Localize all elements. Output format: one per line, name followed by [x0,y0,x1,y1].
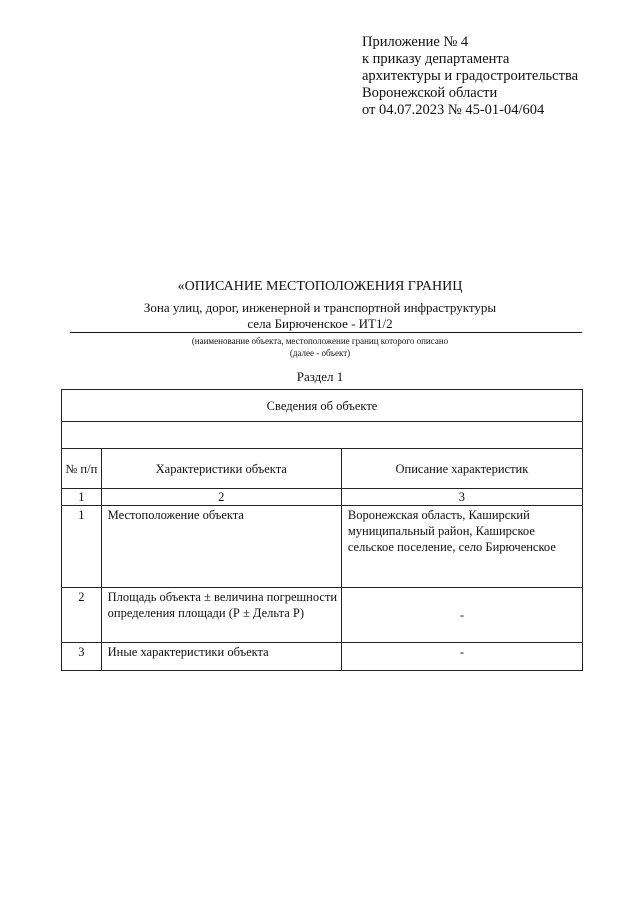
table-row [62,643,583,671]
table-row [62,588,583,643]
table-row [62,506,583,588]
zone-name-line: Зона улиц, дорог, инженерной и транспортной инфраструктуры [143,300,497,315]
document-title: «ОПИСАНИЕ МЕСТОПОЛОЖЕНИЯ ГРАНИЦ [177,279,463,294]
appendix-block [362,34,578,119]
section-heading: Раздел 1 [296,369,344,384]
row-characteristic: Площадь объекта ± величина погрешности определения площади (Р ± Дельта Р) [101,588,341,643]
col-header-description: Описание характеристик [341,449,582,489]
column-number: 2 [101,489,341,506]
appendix-date-line: от 04.07.2023 № 45-01-04/604 [362,102,545,118]
appendix-line: архитектуры и градостроительства [362,68,579,84]
column-number-row [62,489,583,506]
appendix-line: к приказу департамента [362,51,510,67]
column-number: 3 [341,489,582,506]
table-empty-cell [62,422,583,449]
table-column-header-row [62,449,583,489]
caption-line: (далее - объект) [289,348,351,358]
zone-name [0,300,640,332]
row-description: - [341,643,582,671]
row-number: 2 [62,588,102,643]
underline-rule [70,332,582,333]
appendix-line: Воронежской области [362,85,498,101]
zone-name-line: села Бирюченское - ИТ1/2 [247,316,393,331]
caption-line: (наименование объекта, местоположение границ которого описано [191,336,449,346]
row-description: Воронежская область, Каширский муниципальный район, Каширское сельское поселение, село Бирюченское [341,506,582,588]
table-empty-row [62,422,583,449]
row-description: - [341,588,582,643]
appendix-line: Приложение № 4 [362,34,469,50]
table-header-row [62,390,583,422]
row-number: 3 [62,643,102,671]
row-characteristic: Местоположение объекта [101,506,341,588]
row-characteristic: Иные характеристики объекта [101,643,341,671]
row-number: 1 [62,506,102,588]
col-header-characteristic: Характеристики объекта [101,449,341,489]
table-header-cell: Сведения об объекте [62,390,583,422]
column-number: 1 [62,489,102,506]
object-caption [0,335,640,359]
col-header-number: № п/п [62,449,102,489]
object-info-table [61,389,583,671]
